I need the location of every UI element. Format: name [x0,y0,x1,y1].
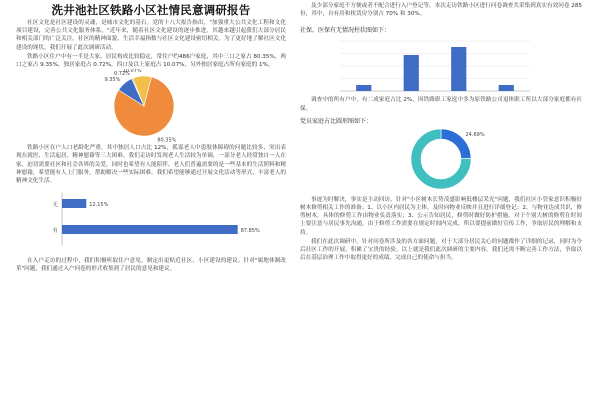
survey-result-paragraph: 调查中的所有户中，有二成家庭占比 2%，因铁路职工家庭中多为原铁路公司退休职工所以大部分家庭都有社保。 [300,97,582,112]
bar [499,85,514,91]
bar [62,199,86,208]
bar-category-label: 无 [52,202,58,209]
bar [404,55,419,91]
bar-value-label: 87.85% [240,228,260,235]
household-paragraph: 铁路小区住户中有一半是大家，居民构成比较稳定，常住户约486户家庭，其中三口之家占 80.35%，两口之家占 9.35%，独居家庭占 0.72%，四口及以上家庭占 10.07%，另外独居家庭占所有家庭的 1%。 [16,53,286,69]
right-column [300,0,582,400]
pie-data-label: 10.07% [122,69,142,75]
page-title: 洗井池社区铁路小区社情民意调研报告 [51,3,251,17]
pie-data-label: 80.35% [157,137,177,144]
elderly-paragraph: 铁路小区在户人口老龄化严重，其中独居人口占比 12%，孤寡老人中患肢体障碍的问题比较多，突出表现在就医、生活起居、精神慰藉等三大困难。我们走访时发现老人生活较为单调，一部分老人经常独自一人在家，迫切需要社区和社会各界的关爱，同时也希望有人能陪伴。老人们普遍需要的是一些基本的生活照料和精神慰藉，希望能有人上门服务，帮助解决一些实际困难。我们希望能够通过开展文化活动等形式，丰富老人的精神文化生活。 [16,145,286,185]
social-insurance-label: 社保、医保有无情况柱状图如下： [300,27,391,35]
party-donut-chart [300,126,582,192]
social-bar-svg [300,35,582,95]
party-donut-svg [300,126,582,192]
bar [356,85,371,91]
conclusion-paragraph: 我们在此次调研中，针对问卷所涉及的各方面问题，对于大部分居民关心的问题都作了详细的记录，同时为今后社区工作的开展，积累了宝贵的经验。以上就是我们此次调研的主要内容，我们还需不断完善工作方法，争取以后在基层治理工作中取得更好的成绩，完成自己的使命与担当。 [300,238,582,262]
social-bar-chart [300,35,582,95]
donut-data-label: 24.69% [465,131,485,138]
household-pie-chart [16,69,286,143]
intro-paragraph: 社区文化是社区建设的灵魂，是城市文化的基石。党的十八大报告指出，"加强重大公共文化工程和文化项目建设，完善公共文化服务体系。"近年来，随着社区文化建设的逐步推进，其越来越引起我们大部分居民和相关部门的广泛关注。社区的精神面貌、生活幸福指数与社区文化建设密切相关。为了更好地了解社区文化建设的现状，我们开展了此次调研活动。 [16,20,286,51]
visit-paragraph: 在入户走访的过程中，我们积极听取住户意见，制定出更贴近社区、小区建设的建议。针对"属地体制改革"问题，我们通过入户问卷的形式收集到了居民的意见和建议。 [16,258,286,273]
bar-value-label: 12.15% [89,202,109,209]
party-member-label: 党员家庭占比圆形图如下： [300,117,373,125]
bar [62,225,238,234]
survey-paragraph: 及少部分家庭不方便或者不配合进行入户登记等。本次走访铁路小区进行问卷调查共采集到真实有效问卷 285 份，其中，自有房和租赁房分别占 70% 和 30%。 [300,3,582,18]
bar [451,47,466,91]
household-pie-svg [16,69,286,143]
tree-paragraph: 事迹为时解决，事实是主动回访，针对"小区树木长势茂盛影响低楼层采光"问题，我们社区小管家意识积极好树木修剪相关工作的准备；1、以小区内居民为主体，及时向物业反映并且进行详细登记；2、与物业达成共识，修剪树木，具体的修剪工作由物业负责落实；3、公示告知居民，修剪时做好防护措施。对于个别大树的修剪在时间上要注意与居民事先沟通，由于修剪工作需要在规定时间内完成，所以要提前做好宣传工作，争取居民的理解和支持。 [300,196,582,236]
pie-data-label: 0.72% [114,71,130,78]
bar-category-label: 有 [52,228,58,235]
insurance-bar-chart [16,189,286,251]
pie-data-label: 9.35% [104,77,121,84]
left-column [16,0,286,400]
insurance-bar-svg [16,189,286,251]
